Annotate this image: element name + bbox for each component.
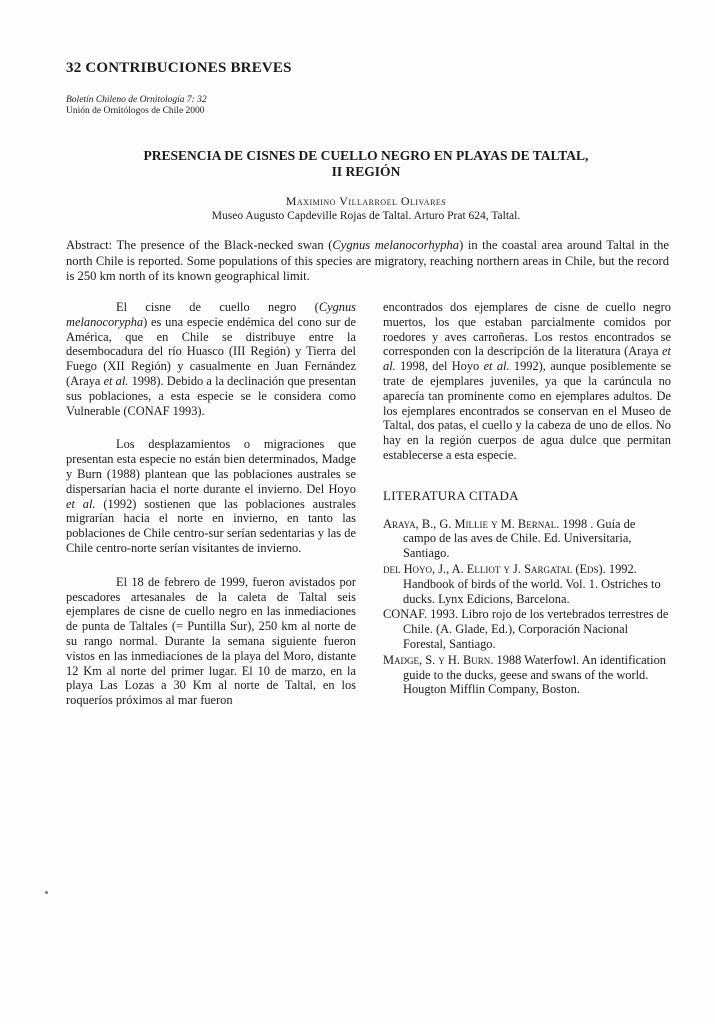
reference-details: . 1998 . Guía de campo de las aves de Chile. Ed. Universitaria, Santiago. bbox=[403, 516, 636, 561]
article-title bbox=[66, 148, 666, 180]
para1-etal: et al. bbox=[103, 373, 129, 388]
left-column bbox=[66, 300, 356, 727]
reference-item bbox=[383, 653, 671, 697]
paragraph-4 bbox=[383, 300, 671, 463]
para4-etal-2: et al. bbox=[483, 359, 510, 374]
right-column bbox=[383, 300, 671, 698]
para2-text-b: (1992) sostienen que las poblaciones australes migrarían hacia el norte en invierno, en tanto las poblaciones de Chile centro-sur serían sedentarias y las de Chile centro-norte serían visitantes de invierno. bbox=[66, 496, 357, 555]
para4-etal-1: et al. bbox=[383, 344, 671, 374]
reference-item bbox=[383, 517, 671, 561]
journal-line-1: Boletín Chileno de Ornitología 7: 32 bbox=[66, 95, 207, 105]
reference-authors: CONAF bbox=[383, 607, 425, 622]
paragraph-2 bbox=[66, 437, 356, 555]
para1-species: Cygnus melanocorypha bbox=[66, 300, 356, 329]
abstract bbox=[66, 238, 669, 285]
reference-details: . 1988 Waterfowl. An identification guide to the ducks, geese and swans of the world. Hougton Mifflin Company, Boston. bbox=[403, 652, 666, 697]
reference-list bbox=[383, 517, 671, 698]
reference-authors: Araya, B., G. Millie y M. Bernal bbox=[383, 516, 557, 531]
title-line-2: II REGIÓN bbox=[331, 164, 401, 179]
section-header: 32 CONTRIBUCIONES BREVES bbox=[66, 60, 292, 76]
reference-authors: del Hoyo, J., A. Elliot y J. Sargatal (Eds) bbox=[383, 561, 603, 576]
author-name: Maximino Villarroel Olivares bbox=[285, 194, 447, 208]
author-affiliation: Museo Augusto Capdeville Rojas de Taltal. Arturo Prat 624, Taltal. bbox=[211, 210, 521, 222]
para1-text-a: El cisne de cuello negro ( bbox=[116, 300, 319, 314]
para4-text-b: 1998, del Hoyo bbox=[395, 359, 484, 374]
scan-speck bbox=[45, 891, 48, 894]
para2-text-a: Los desplazamientos o migraciones que presentan esta especie no están bien determinados, Madge y Burn (1988) plantean que las poblaciones australes se dispersarían hacia el norte durante el invierno. Del Hoyo bbox=[66, 437, 356, 496]
abstract-species: Cygnus melanocorhypha bbox=[332, 238, 460, 252]
reference-authors: Madge, S. y H. Burn bbox=[383, 652, 491, 667]
reference-item bbox=[383, 607, 671, 651]
para4-text-c: 1992), aunque posiblemente se trate de ejemplares juveniles, ya que la carúncula no aparecía tan prominente como en ejemplares adultos. De los ejemplares encontrados se conservan en el Museo de Taltal, dos patas, el cuello y la cabeza de uno de ellos. No hay en la región cuerpos de agua dulce que permitan establecerse a esta especie. bbox=[383, 359, 671, 462]
para2-etal: et al. bbox=[66, 496, 96, 511]
title-line-1: PRESENCIA DE CISNES DE CUELLO NEGRO EN PLAYAS DE TALTAL, bbox=[143, 148, 589, 163]
abstract-text-2: ) in the coastal area around Taltal in the north Chile is reported. Some populations of this species are migratory, reaching northern areas in Chile, but the record is 250 km north of its known geographical limit. bbox=[66, 238, 669, 283]
journal-line-2: Unión de Ornitólogos de Chile 2000 bbox=[66, 106, 205, 116]
reference-details: . 1992. Handbook of birds of the world. Vol. 1. Ostriches to ducks. Lynx Edicions, Barcelona. bbox=[403, 561, 661, 606]
reference-item bbox=[383, 562, 671, 606]
paragraph-3: El 18 de febrero de 1999, fueron avistados por pescadores artesanales de la caleta de Taltal seis ejemplares de cisne de cuello negro en las inmediaciones de punta de Taltales (= Puntilla Sur), 250 km al norte de su rango normal. Durante la semana siguiente fueron vistos en las inmediaciones de la playa del Moro, distante 12 Km al norte del primer lugar. El 10 de marzo, en la playa Las Lozas a 30 Km al norte de Taltal, en los roqueríos próximos al mar fueron bbox=[66, 574, 356, 708]
reference-details: . 1993. Libro rojo de los vertebrados terrestres de Chile. (A. Glade, Ed.), Corporación Nacional Forestal, Santiago. bbox=[403, 607, 669, 651]
para4-text-a: encontrados dos ejemplares de cisne de cuello negro muertos, los que estaban parcialmente comidos por roedores y aves carroñeras. Los restos encontrados se corresponden con la descripción de la literatura (Araya bbox=[383, 300, 671, 359]
para1-text-b: ) es una especie endémica del cono sur de América, que en Chile se distribuye entre la desembocadura del río Huasco (III Región) y Tierra del Fuego (XII Región) y casualmente en Juan Fernández (Araya bbox=[66, 314, 356, 388]
para1-text-c: 1998). Debido a la declinación que presentan sus poblaciones, a esta especie se le considera como Vulnerable (CONAF 1993). bbox=[66, 373, 356, 418]
abstract-text-1: Abstract: The presence of the Black-necked swan ( bbox=[66, 238, 333, 252]
paragraph-1 bbox=[66, 300, 356, 418]
literature-heading: LITERATURA CITADA bbox=[383, 487, 519, 503]
journal-citation bbox=[66, 95, 207, 117]
